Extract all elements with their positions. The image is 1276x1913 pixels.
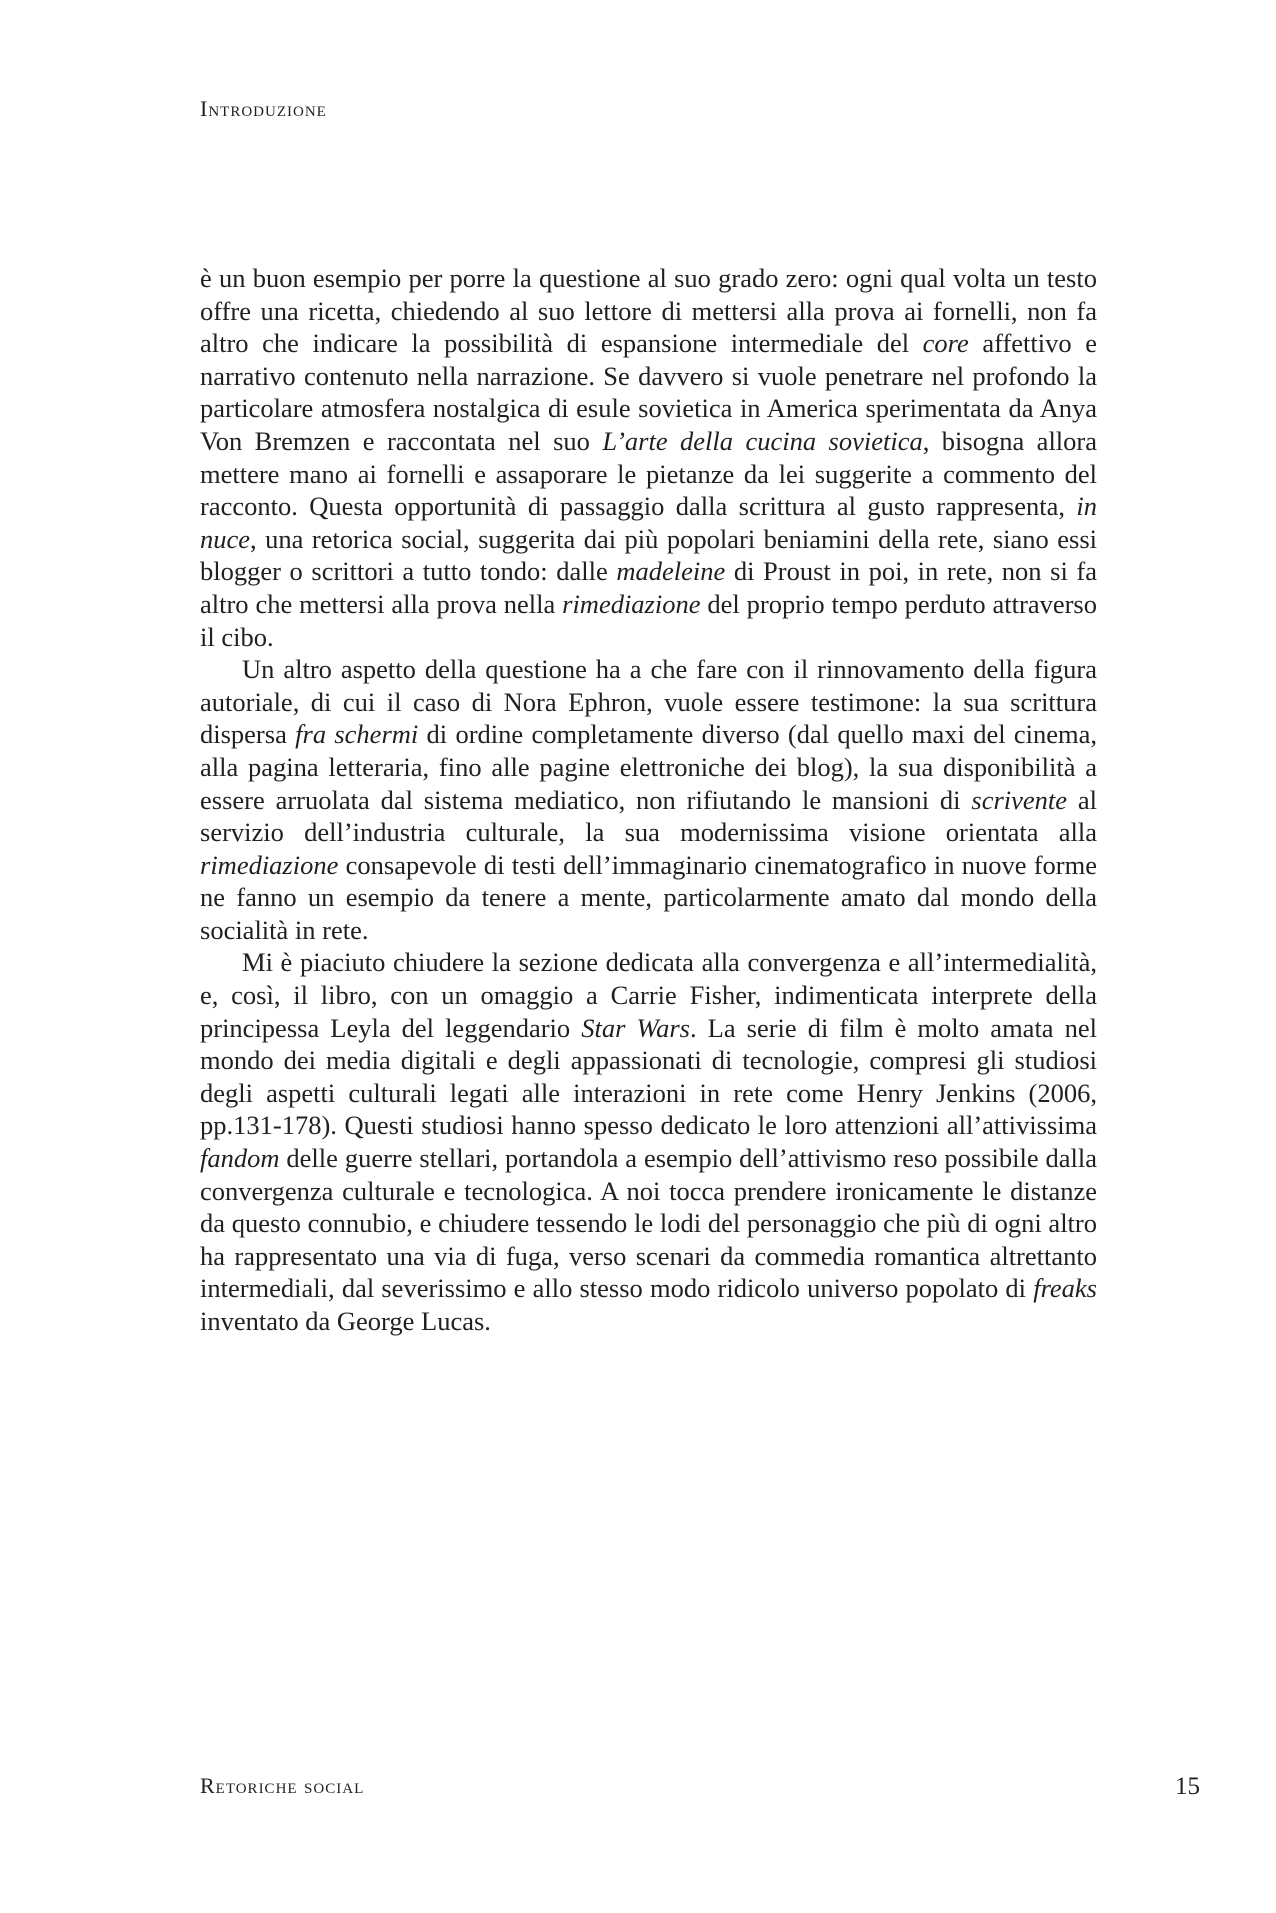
text-segment: Mi è piaciuto chiudere la sezione dedicata alla convergenza e all’intermedialità, e, così, il libro, con un omaggio a Carrie Fisher, indimenticata interprete della principessa Leyla del leggendario [200,947,1097,1043]
text-segment: , una retorica social, suggerita dai più popolari beniamini della rete, siano essi blogger o scrittori a tutto tondo: dalle [200,523,1097,587]
italic-term: freaks [1033,1273,1097,1304]
italic-term: scrivente [971,784,1068,815]
text-segment: affettivo e narrativo contenuto nella narrazione. Se davvero si vuole penetrare nel profondo la particolare atmosfera nostalgica di esule sovietica in America sperimentata da Anya Von Bremzen e raccontata nel suo [200,328,1097,456]
italic-term: in nuce [200,491,1097,554]
italic-term: rimediazione [562,588,701,619]
text-segment: del proprio tempo perduto attraverso il cibo. [200,588,1097,652]
text-segment: inventato da George Lucas. [200,1306,491,1336]
running-header: Introduzione [200,96,327,121]
italic-term: rimediazione [200,849,339,880]
text-segment: , bisogna allora mettere mano ai fornelli e assaporare le pietanze da lei suggerite a commento del racconto. Questa opportunità di passaggio dalla scrittura al gusto rappresenta, [200,425,1098,522]
italic-term: madeleine [616,556,726,587]
page-number: 15 [1175,1773,1200,1800]
running-footer: Retoriche social [200,1773,365,1798]
italic-term: fra schermi [295,719,419,750]
paragraph [200,653,1097,946]
text-segment: Un altro aspetto della questione ha a che fare con il rinnovamento della figura autoriale, di cui il caso di Nora Ephron, vuole essere testimone: la sua scrittura dispersa [200,654,1097,750]
text-segment: consapevole di testi dell’immaginario cinematografico in nuove forme ne fanno un esempio da tenere a mente, particolarmente amato dal mondo della socialità in rete. [200,849,1097,945]
text-segment: . La serie di film è molto amata nel mondo dei media digitali e degli appassionati di tecnologie, compresi gli studiosi degli aspetti culturali legati alle interazioni in rete come Henry Jenkins (2006, pp.131-178). Questi studiosi hanno spesso dedicato le loro attenzioni all’attivissima [200,1012,1098,1141]
book-title: L’arte della cucina sovietica [602,425,923,456]
text-segment: di ordine completamente diverso (dal quello maxi del cinema, alla pagina letteraria, fino alle pagine elettroniche dei blog), la sua disponibilità a essere arruolata dal sistema mediatico, non rifiutando le mansioni di [200,719,1098,815]
body-text [200,262,1097,1338]
text-segment: al servizio dell’industria culturale, la sua modernissima visione orientata alla [200,784,1097,848]
paragraph [200,946,1097,1337]
text-segment: delle guerre stellari, portandola a esempio dell’attivismo reso possibile dalla convergenza culturale e tecnologica. A noi tocca prendere ironicamente le distanze da questo connubio, e chiudere tessendo le lodi del personaggio che più di ogni altro ha rappresentato una via di fuga, verso scenari da commedia romantica altrettanto intermediali, dal severissimo e allo stesso modo ridicolo universo popolato di [200,1143,1097,1304]
paragraph [200,262,1097,653]
film-title: Star Wars [581,1012,690,1043]
italic-term: core [922,328,969,359]
italic-term: fandom [200,1143,280,1174]
text-segment: di Proust in poi, in rete, non si fa altro che mettersi alla prova nella [200,556,1097,619]
text-segment: è un buon esempio per porre la questione al suo grado zero: ogni qual volta un testo offre una ricetta, chiedendo al suo lettore di mettersi alla prova ai fornelli, non fa altro che indicare la possibilità di espansione intermediale del [200,263,1097,359]
